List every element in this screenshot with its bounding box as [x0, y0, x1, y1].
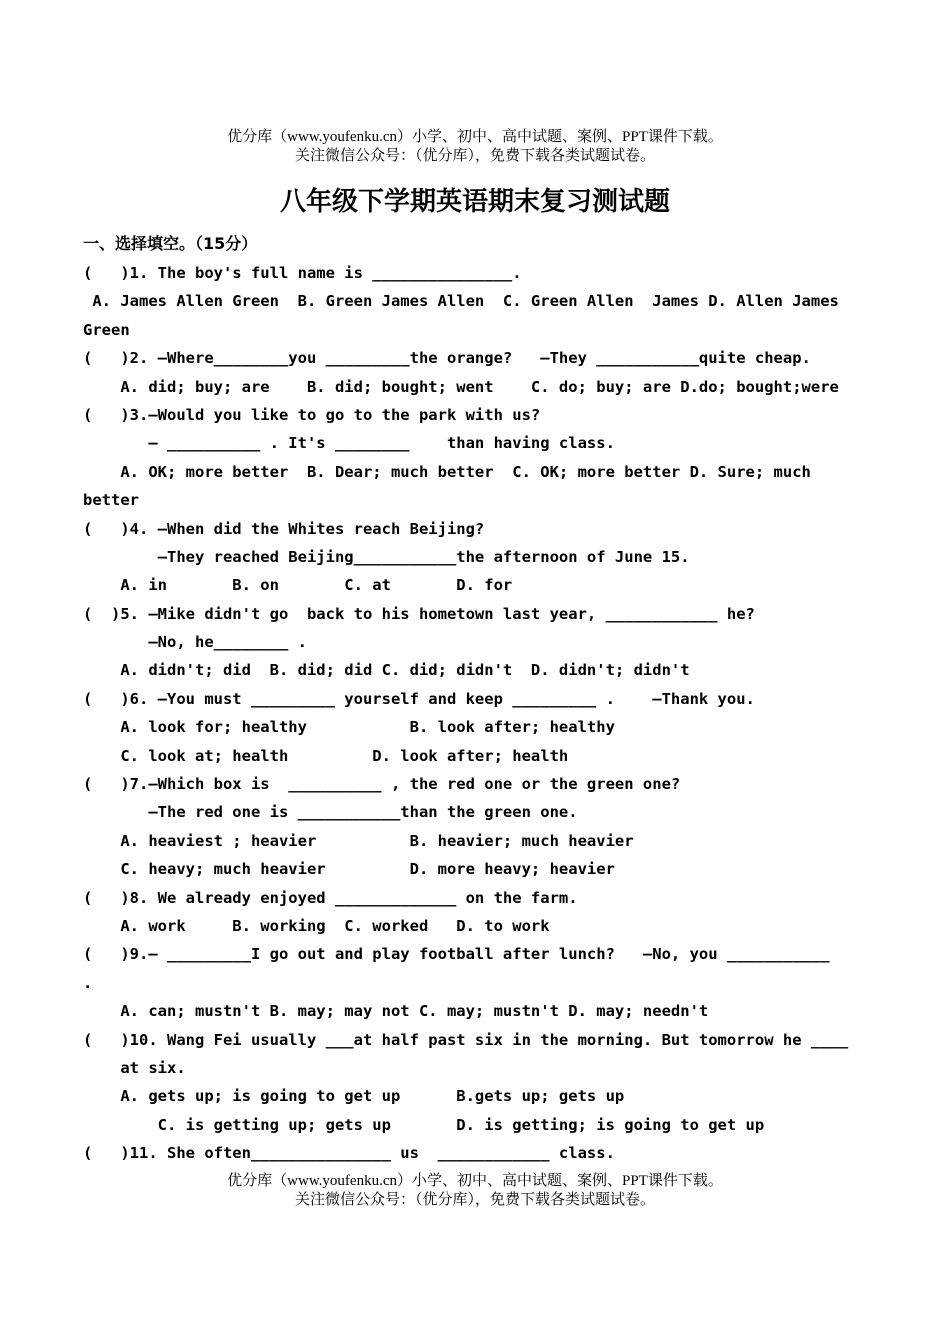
header-line-1: 优分库（www.youfenku.cn）小学、初中、高中试题、案例、PPT课件下载。 [227, 129, 723, 145]
question-line: —No, he________ . [83, 633, 307, 652]
question-line: better [83, 491, 139, 510]
question-line: A. didn't; did B. did; did C. did; didn't D. didn't; didn't [83, 661, 690, 680]
question-line: — __________ . It's ________ than having class. [83, 434, 615, 453]
question-line: A. can; mustn't B. may; may not C. may; mustn't D. may; needn't [83, 1002, 709, 1021]
question-line: ( )8. We already enjoyed _____________ on the farm. [83, 888, 578, 907]
header-line-2: 关注微信公众号：（优分库），免费下载各类试题试卷。 [294, 148, 655, 164]
question-line: C. look at; health D. look after; health [83, 746, 569, 765]
question-line: A. in B. on C. at D. for [83, 576, 513, 595]
question-line: ( )6. —You must _________ yourself and keep _________ . —Thank you. [83, 689, 755, 708]
question-line: ( )7.—Which box is __________ , the red one or the green one? [83, 775, 681, 794]
section-title: 一、选择填空。（15分） [83, 234, 258, 253]
exam-title: 八年级下学期英语期末复习测试题 [279, 187, 670, 217]
question-line: A. work B. working C. worked D. to work [83, 916, 550, 935]
question-line: ( )1. The boy's full name is _______________. [83, 264, 522, 282]
question-line: A. James Allen Green B. Green James Allen C. Green Allen James D. Allen James [83, 292, 839, 311]
question-line: A. gets up; is going to get up B.gets up; gets up [83, 1087, 625, 1106]
question-line: . [83, 973, 93, 992]
question-line: ( )9.— _________I go out and play football after lunch? —No, you ___________ [83, 945, 830, 964]
question-line: ( )5. —Mike didn't go back to his hometown last year, ____________ he? [83, 604, 755, 623]
question-line: C. heavy; much heavier D. more heavy; heavier [83, 860, 615, 879]
page-header [0, 128, 950, 166]
question-line: ( )2. —Where________you _________the orange? —They ___________quite cheap. [83, 349, 811, 368]
question-list [83, 259, 873, 1168]
question-line: C. is getting up; gets up D. is getting; is going to get up [83, 1115, 765, 1134]
footer-line-1: 优分库（www.youfenku.cn）小学、初中、高中试题、案例、PPT课件下载。 [227, 1173, 723, 1189]
page-footer [0, 1172, 950, 1210]
question-line: ( )11. She often_______________ us ____________ class. [83, 1144, 615, 1163]
question-line: A. look for; healthy B. look after; healthy [83, 718, 615, 737]
question-line: Green [83, 320, 130, 339]
question-line: —The red one is ___________than the green one. [83, 803, 578, 822]
question-line: A. heaviest ; heavier B. heavier; much heavier [83, 831, 634, 850]
question-line: —They reached Beijing___________the afternoon of June 15. [83, 547, 690, 566]
footer-line-2: 关注微信公众号：（优分库），免费下载各类试题试卷。 [294, 1192, 655, 1208]
question-line: ( )3.—Would you like to go to the park with us? [83, 405, 541, 424]
question-line: at six. [83, 1058, 186, 1077]
question-line: ( )4. —When did the Whites reach Beijing? [83, 519, 485, 538]
question-line: A. OK; more better B. Dear; much better C. OK; more better D. Sure; much [83, 462, 811, 481]
question-line: ( )10. Wang Fei usually ___at half past six in the morning. But tomorrow he ____ [83, 1030, 849, 1049]
question-line: A. did; buy; are B. did; bought; went C. do; buy; are D.do; bought;were [83, 377, 839, 396]
